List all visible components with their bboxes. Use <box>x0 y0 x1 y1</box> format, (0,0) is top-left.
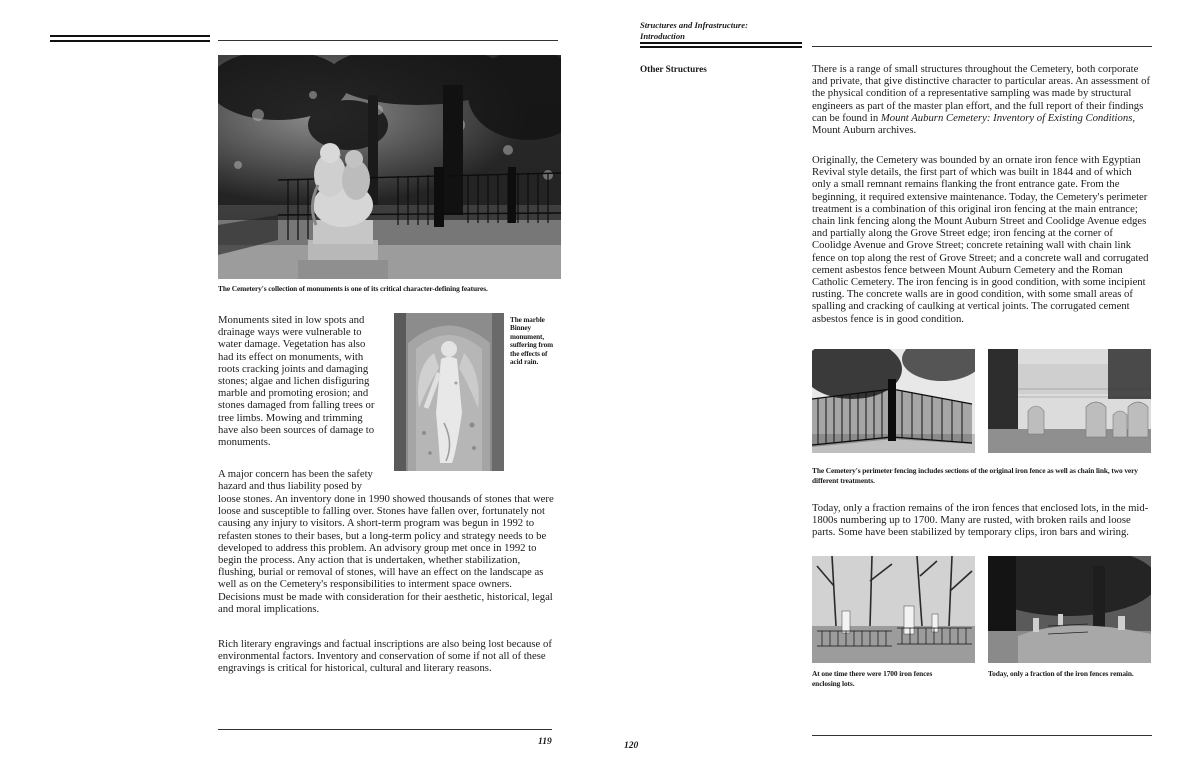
monument-caption: The Cemetery's collection of monuments is one of its critical character-defining features. <box>218 284 488 293</box>
monuments-paragraph: Monuments sited in low spots and drainage ways were vulnerable to water damage. Vegetation has also had its effect on monuments, with roots cracking joints and damaging stones; algae and lichen disfiguring marble and promoting erosion; and stones damaged from falling trees or tree limbs. Mowing and trimming have also been sources of damage to monuments. <box>218 314 375 449</box>
header-rule <box>812 46 1152 47</box>
present-lot-caption: Today, only a fraction of the iron fences remain. <box>988 669 1134 678</box>
footer-rule <box>218 729 552 730</box>
page-number-left: 119 <box>538 737 552 747</box>
historic-lot-fences-photo <box>812 556 975 663</box>
section-header-line1: Structures and Infrastructure: <box>640 20 748 30</box>
header-rule-double-top <box>640 42 802 44</box>
section-header <box>640 20 748 42</box>
header-rule-double-bottom <box>50 40 210 42</box>
inscriptions-paragraph: Rich literary engravings and factual inscriptions are also being lost because of environmental factors. Inventory and conservation of some if not all of these engravings is critical for historical, cultural and literary reasons. <box>218 638 552 675</box>
monument-photo <box>218 55 561 279</box>
other-structures-heading: Other Structures <box>640 64 707 74</box>
chain-link-fence-photo <box>988 349 1151 453</box>
footer-rule <box>812 735 1152 736</box>
historic-lot-caption: At one time there were 1700 iron fences enclosing lots. <box>812 669 933 688</box>
structures-paragraph <box>812 63 1152 136</box>
structures-paragraph-end: Mount Auburn archives. <box>812 124 917 137</box>
binney-monument-photo <box>394 313 504 471</box>
header-rule-double-bottom <box>640 46 802 48</box>
header-rule <box>218 40 558 41</box>
structures-paragraph-text: There is a range of small structures throughout the Cemetery, both corporate and private, that give distinctive character to particular areas. An assessment of the physical condition of a representative sampling was made by structural engineers as part of the master plan effort, and the full report of their findings can be found in <box>812 63 1151 124</box>
iron-fence-photo <box>812 349 975 453</box>
fence-history-paragraph: Originally, the Cemetery was bounded by an ornate iron fence with Egyptian Revival style details, the first part of which was built in 1844 and of which only a small remnant remains flanking the front entrance gate. From the beginning, it required extensive maintenance. Today, the Cemetery's perimeter treatment is a combination of this original iron fencing at the main entrance; chain link fencing along the Mount Auburn Street and Coolidge Avenue edges and partially along the Grove Street edge; iron fencing at the corner of Coolidge Avenue and Grove Street; concrete retaining wall with chain link fence on top along the rest of Grove Street; and a concrete wall and corrugated cement asbestos fence between Mount Auburn Cemetery and the Roman Catholic Cemetery. The iron fencing is in good condition, with some incipient rusting. The concrete walls are in good condition, with some small areas of spalling and cracking of caulking at vertical joints. The corrugated cement asbestos fence is in good condition. <box>812 154 1149 325</box>
safety-paragraph: loose stones. An inventory done in 1990 showed thousands of stones that were loose and susceptible to falling over. Stones have fallen over, fortunately not causing any injury to visitors. A short-term program was begun in 1992 to refasten stones to their bases, but a long-term policy and strategy needs to be developed to address this problem. An advisory group met once in 1992 to begin the process. Any action that is undertaken, whether stabilization, flushing, burial or removal of stones, will have an effect on the landscape as well as on the Cemetery's responsibilities to interment space owners. Decisions must be made with consideration for their aesthetic, historical, legal and moral implications. <box>218 493 554 615</box>
fencing-caption: The Cemetery's perimeter fencing includes sections of the original iron fence as well as chain link, two very different treatments. <box>812 466 1138 485</box>
present-lot-fences-photo <box>988 556 1151 663</box>
safety-paragraph-lead: A major concern has been the safety hazard and thus liability posed by <box>218 468 373 493</box>
lot-fences-paragraph: Today, only a fraction remains of the iron fences that enclosed lots, in the mid-1800s numbering up to 1700. Many are rusted, with broken rails and loose parts. Some have been stabilized by temporary clips, iron bars and wiring. <box>812 502 1149 539</box>
binney-caption: The marble Binney monument, suffering from the effects of acid rain. <box>510 316 553 367</box>
header-rule-double-top <box>50 35 210 37</box>
section-header-line2: Introduction <box>640 31 685 41</box>
page-number-right: 120 <box>624 741 639 751</box>
inventory-title: Mount Auburn Cemetery: Inventory of Existing Conditions, <box>880 111 1136 124</box>
